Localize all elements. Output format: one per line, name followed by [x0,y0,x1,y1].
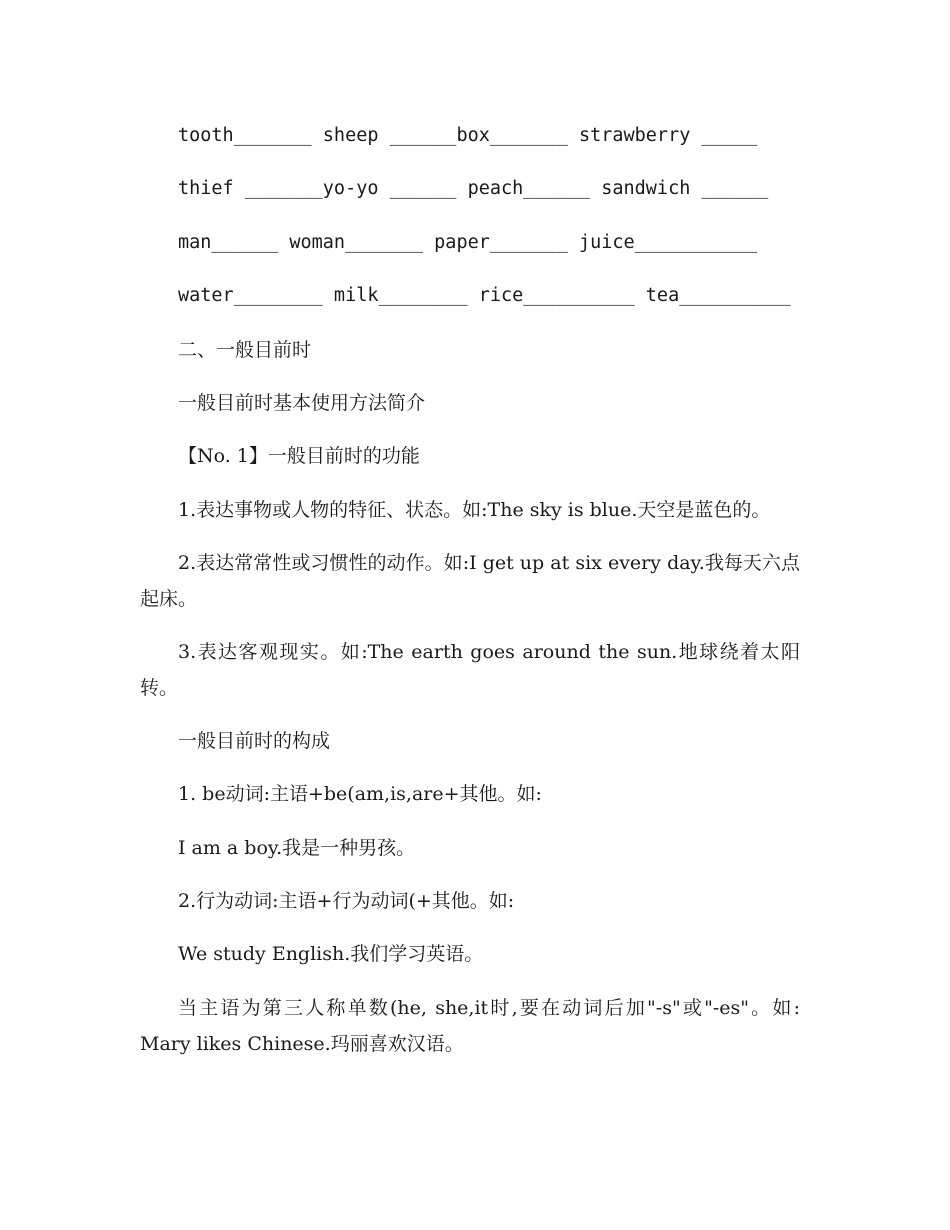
exercise-row-1: tooth_______ sheep ______box_______ strawberry _____ [178,125,758,146]
function-item-1: 1.表达事物或人物的特征、状态。如:The sky is blue.天空是蓝色的。 [178,498,771,521]
be-rule: 1. be动词:主语+be(am,is,are+其他。如: [178,783,542,806]
exercise-row-4: water________ milk________ rice__________ tea__________ [178,285,791,307]
section-heading: 二、一般目前时 [178,338,312,361]
document-body [140,118,800,1079]
section-subheading: 一般目前时基本使用方法简介 [178,391,426,414]
exercise-row-3: man______ woman_______ paper_______ juice___________ [178,231,758,253]
function-item-2: 2.表达常常性或习惯性的动作。如:I get up at six every day.我每天六点起床。 [140,551,800,610]
be-example: I am a boy.我是一种男孩。 [178,836,416,859]
exercise-row-2: thief _______yo-yo ______ peach______ sandwich ______ [178,178,769,200]
no1-title: 【No. 1】一般目前时的功能 [178,445,420,468]
verb-example: We study English.我们学习英语。 [178,943,484,966]
verb-rule: 2.行为动词:主语+行为动词(+其他。如: [178,889,515,912]
third-person-rule: 当主语为第三人称单数(he, she,it时,要在动词后加"-s"或"-es"。如: Mary likes Chinese.玛丽喜欢汉语。 [140,996,800,1055]
function-item-3: 3.表达客观现实。如:The earth goes around the sun.地球绕着太阳转。 [140,640,800,699]
structure-title: 一般目前时的构成 [178,729,331,752]
